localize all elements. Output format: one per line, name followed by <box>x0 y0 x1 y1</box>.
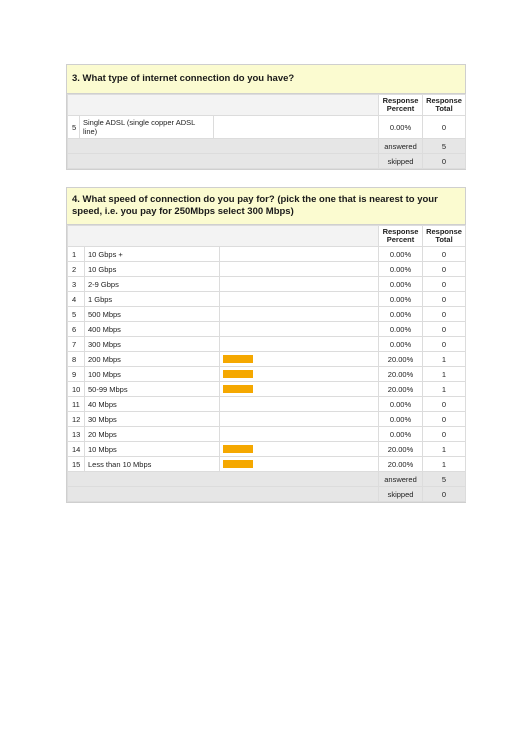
answer-row <box>68 382 466 397</box>
answer-label: 40 Mbps <box>85 397 220 412</box>
answer-row <box>68 352 466 367</box>
response-percent: 0.00% <box>379 116 423 139</box>
answer-row <box>68 442 466 457</box>
bar-cell <box>220 442 379 457</box>
question-4-table <box>67 225 466 502</box>
bar-cell <box>220 262 379 277</box>
answer-label: 10 Gbps <box>85 262 220 277</box>
answered-count: 5 <box>423 139 466 154</box>
answered-count: 5 <box>423 472 466 487</box>
skipped-label: skipped <box>379 154 423 169</box>
row-number: 8 <box>68 352 85 367</box>
response-percent: 0.00% <box>379 427 423 442</box>
table-header <box>68 95 466 116</box>
header-blank <box>68 95 379 116</box>
response-percent: 0.00% <box>379 292 423 307</box>
answer-row <box>68 292 466 307</box>
response-total: 1 <box>423 352 466 367</box>
response-total: 0 <box>423 292 466 307</box>
col-response-total: Response Total <box>423 226 466 247</box>
answer-label: 2-9 Gbps <box>85 277 220 292</box>
skipped-row <box>68 487 466 502</box>
row-number: 12 <box>68 412 85 427</box>
bar-cell <box>220 247 379 262</box>
response-total: 0 <box>423 277 466 292</box>
bar-cell <box>220 337 379 352</box>
question-3-panel <box>66 64 466 170</box>
col-response-total: Response Total <box>423 95 466 116</box>
answer-label: 50-99 Mbps <box>85 382 220 397</box>
bar-cell <box>220 352 379 367</box>
response-total: 1 <box>423 382 466 397</box>
response-percent: 0.00% <box>379 412 423 427</box>
answer-row <box>68 337 466 352</box>
answer-row <box>68 277 466 292</box>
answer-label: 10 Gbps + <box>85 247 220 262</box>
bar-cell <box>220 382 379 397</box>
answer-row <box>68 116 466 139</box>
answered-row <box>68 139 466 154</box>
response-percent: 20.00% <box>379 382 423 397</box>
response-percent: 0.00% <box>379 322 423 337</box>
response-bar <box>223 370 253 378</box>
answer-row <box>68 367 466 382</box>
answer-label: 30 Mbps <box>85 412 220 427</box>
response-total: 1 <box>423 442 466 457</box>
answer-row <box>68 412 466 427</box>
answer-row <box>68 457 466 472</box>
answer-label: 400 Mbps <box>85 322 220 337</box>
skipped-count: 0 <box>423 154 466 169</box>
response-total: 1 <box>423 457 466 472</box>
answer-row <box>68 307 466 322</box>
answer-label: 500 Mbps <box>85 307 220 322</box>
row-number: 5 <box>68 307 85 322</box>
bar-cell <box>220 457 379 472</box>
response-total: 0 <box>423 247 466 262</box>
row-number: 5 <box>68 116 80 139</box>
row-number: 3 <box>68 277 85 292</box>
bar-cell <box>220 277 379 292</box>
col-response-percent: Response Percent <box>379 95 423 116</box>
response-bar <box>223 460 253 468</box>
row-number: 4 <box>68 292 85 307</box>
summary-blank <box>68 154 379 169</box>
summary-blank <box>68 487 379 502</box>
bar-cell <box>220 367 379 382</box>
bar-cell <box>220 427 379 442</box>
row-number: 11 <box>68 397 85 412</box>
question-3-table <box>67 94 466 169</box>
response-bar <box>223 445 253 453</box>
response-bar <box>223 385 253 393</box>
row-number: 9 <box>68 367 85 382</box>
row-number: 13 <box>68 427 85 442</box>
response-percent: 0.00% <box>379 337 423 352</box>
response-percent: 20.00% <box>379 457 423 472</box>
response-percent: 20.00% <box>379 367 423 382</box>
skipped-row <box>68 154 466 169</box>
answer-label: Single ADSL (single copper ADSL line) <box>80 116 214 139</box>
summary-blank <box>68 139 379 154</box>
bar-cell <box>220 307 379 322</box>
bar-cell <box>220 322 379 337</box>
response-total: 0 <box>423 337 466 352</box>
row-number: 14 <box>68 442 85 457</box>
response-total: 0 <box>423 427 466 442</box>
answer-label: 10 Mbps <box>85 442 220 457</box>
response-percent: 20.00% <box>379 352 423 367</box>
row-number: 2 <box>68 262 85 277</box>
row-number: 1 <box>68 247 85 262</box>
response-percent: 0.00% <box>379 247 423 262</box>
answer-label: 200 Mbps <box>85 352 220 367</box>
response-total: 0 <box>423 307 466 322</box>
answer-label: 100 Mbps <box>85 367 220 382</box>
skipped-count: 0 <box>423 487 466 502</box>
answer-label: 300 Mbps <box>85 337 220 352</box>
response-total: 0 <box>423 397 466 412</box>
row-number: 10 <box>68 382 85 397</box>
question-4-panel <box>66 187 466 503</box>
header-blank <box>68 226 379 247</box>
row-number: 15 <box>68 457 85 472</box>
summary-blank <box>68 472 379 487</box>
answered-label: answered <box>379 139 423 154</box>
answer-row <box>68 427 466 442</box>
response-total: 0 <box>423 412 466 427</box>
row-number: 7 <box>68 337 85 352</box>
response-total: 0 <box>423 262 466 277</box>
bar-cell <box>214 116 379 139</box>
answer-label: 20 Mbps <box>85 427 220 442</box>
row-number: 6 <box>68 322 85 337</box>
response-percent: 0.00% <box>379 262 423 277</box>
response-percent: 0.00% <box>379 397 423 412</box>
col-response-percent: Response Percent <box>379 226 423 247</box>
bar-cell <box>220 412 379 427</box>
response-total: 1 <box>423 367 466 382</box>
response-total: 0 <box>423 116 466 139</box>
answer-row <box>68 262 466 277</box>
answered-label: answered <box>379 472 423 487</box>
answer-row <box>68 397 466 412</box>
response-percent: 20.00% <box>379 442 423 457</box>
answer-label: Less than 10 Mbps <box>85 457 220 472</box>
response-percent: 0.00% <box>379 277 423 292</box>
bar-cell <box>220 292 379 307</box>
answer-label: 1 Gbps <box>85 292 220 307</box>
table-header <box>68 226 466 247</box>
bar-cell <box>220 397 379 412</box>
response-bar <box>223 355 253 363</box>
response-percent: 0.00% <box>379 307 423 322</box>
question-4-title: 4. What speed of connection do you pay for? (pick the one that is nearest to your speed, i.e. you pay for 250Mbps select 300 Mbps) <box>67 188 465 225</box>
answered-row <box>68 472 466 487</box>
response-total: 0 <box>423 322 466 337</box>
answer-row <box>68 322 466 337</box>
question-3-title: 3. What type of internet connection do you have? <box>67 65 465 94</box>
answer-row <box>68 247 466 262</box>
skipped-label: skipped <box>379 487 423 502</box>
